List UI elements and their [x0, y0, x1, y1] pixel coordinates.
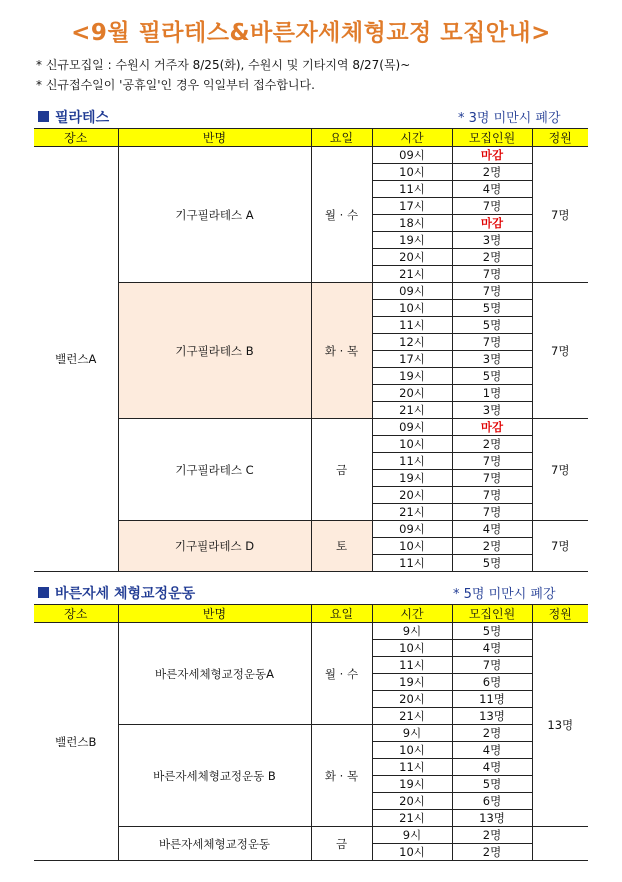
time-cell: 10시 — [372, 640, 452, 657]
closed-badge: 마감 — [452, 147, 532, 164]
time-cell: 21시 — [372, 708, 452, 725]
enrollment-cell: 3명 — [452, 402, 532, 419]
header-days: 요일 — [311, 605, 372, 623]
enrollment-cell: 5명 — [452, 317, 532, 334]
time-cell: 19시 — [372, 674, 452, 691]
header-time: 시간 — [372, 129, 452, 147]
class-name-cell: 기구필라테스 D — [118, 521, 311, 572]
enrollment-cell: 6명 — [452, 793, 532, 810]
time-cell: 19시 — [372, 232, 452, 249]
time-cell: 09시 — [372, 419, 452, 436]
time-cell: 10시 — [372, 742, 452, 759]
enrollment-cell: 4명 — [452, 759, 532, 776]
days-cell: 화 · 목 — [311, 283, 372, 419]
enrollment-cell: 7명 — [452, 470, 532, 487]
time-cell: 11시 — [372, 317, 452, 334]
time-cell: 11시 — [372, 181, 452, 198]
enrollment-cell: 4명 — [452, 181, 532, 198]
time-cell: 10시 — [372, 844, 452, 861]
enrollment-cell: 2명 — [452, 249, 532, 266]
enrollment-cell: 4명 — [452, 640, 532, 657]
enrollment-cell: 13명 — [452, 810, 532, 827]
posture-section-note: * 5명 미만시 폐강 — [453, 587, 556, 602]
class-name-cell: 바른자세체형교정운동A — [118, 623, 311, 725]
class-name-cell: 기구필라테스 A — [118, 147, 311, 283]
table-row — [34, 521, 588, 538]
pilates-section-title — [38, 107, 109, 127]
time-cell: 9시 — [372, 623, 452, 640]
time-cell: 10시 — [372, 164, 452, 181]
enrollment-cell: 7명 — [452, 266, 532, 283]
time-cell: 21시 — [372, 504, 452, 521]
place-cell: 밸런스B — [34, 623, 118, 861]
table-row — [34, 725, 588, 742]
header-enrollment: 모집인원 — [452, 129, 532, 147]
days-cell: 월 · 수 — [311, 623, 372, 725]
time-cell: 10시 — [372, 436, 452, 453]
class-name-cell: 기구필라테스 C — [118, 419, 311, 521]
time-cell: 20시 — [372, 793, 452, 810]
place-cell: 밸런스A — [34, 147, 118, 572]
capacity-cell: 7명 — [532, 147, 588, 283]
time-cell: 17시 — [372, 198, 452, 215]
posture-schedule-table — [34, 604, 588, 861]
enrollment-cell: 5명 — [452, 776, 532, 793]
enrollment-cell: 7명 — [452, 334, 532, 351]
enrollment-cell: 2명 — [452, 436, 532, 453]
time-cell: 10시 — [372, 300, 452, 317]
time-cell: 19시 — [372, 776, 452, 793]
time-cell: 11시 — [372, 759, 452, 776]
time-cell: 17시 — [372, 351, 452, 368]
time-cell: 09시 — [372, 147, 452, 164]
days-cell: 월 · 수 — [311, 147, 372, 283]
enrollment-cell: 7명 — [452, 283, 532, 300]
closed-badge: 마감 — [452, 419, 532, 436]
header-enrollment: 모집인원 — [452, 605, 532, 623]
capacity-cell: 7명 — [532, 521, 588, 572]
time-cell: 20시 — [372, 385, 452, 402]
square-bullet-icon — [38, 111, 49, 122]
table-row — [34, 419, 588, 436]
time-cell: 11시 — [372, 555, 452, 572]
time-cell: 11시 — [372, 453, 452, 470]
time-cell: 20시 — [372, 487, 452, 504]
time-cell: 21시 — [372, 266, 452, 283]
capacity-cell: 7명 — [532, 283, 588, 419]
capacity-cell: 13명 — [532, 623, 588, 827]
enrollment-cell: 2명 — [452, 538, 532, 555]
posture-section-label: 바른자세 체형교정운동 — [55, 586, 196, 602]
header-time: 시간 — [372, 605, 452, 623]
enrollment-cell: 13명 — [452, 708, 532, 725]
enrollment-cell: 4명 — [452, 742, 532, 759]
capacity-cell-empty — [532, 827, 588, 861]
days-cell: 금 — [311, 827, 372, 861]
header-capacity: 정원 — [532, 129, 588, 147]
time-cell: 9시 — [372, 725, 452, 742]
enrollment-cell: 11명 — [452, 691, 532, 708]
time-cell: 09시 — [372, 521, 452, 538]
days-cell: 화 · 목 — [311, 725, 372, 827]
notice-line-2: * 신규접수일이 '공휴일'인 경우 익일부터 접수합니다. — [36, 78, 315, 92]
enrollment-cell: 3명 — [452, 232, 532, 249]
days-cell: 토 — [311, 521, 372, 572]
notice-line-1: * 신규모집일 : 수원시 거주자 8/25(화), 수원시 및 기타지역 8/27(목)~ — [36, 58, 411, 72]
days-cell: 금 — [311, 419, 372, 521]
capacity-cell: 7명 — [532, 419, 588, 521]
class-name-cell: 바른자세체형교정운동 B — [118, 725, 311, 827]
enrollment-cell: 2명 — [452, 725, 532, 742]
time-cell: 09시 — [372, 283, 452, 300]
time-cell: 19시 — [372, 470, 452, 487]
table-row — [34, 623, 588, 640]
time-cell: 21시 — [372, 810, 452, 827]
enrollment-cell: 2명 — [452, 164, 532, 181]
header-capacity: 정원 — [532, 605, 588, 623]
enrollment-cell: 5명 — [452, 623, 532, 640]
enrollment-cell: 3명 — [452, 351, 532, 368]
enrollment-cell: 7명 — [452, 657, 532, 674]
posture-section-title — [38, 583, 195, 603]
time-cell: 20시 — [372, 249, 452, 266]
table-row — [34, 283, 588, 300]
header-class-name: 반명 — [118, 605, 311, 623]
time-cell: 9시 — [372, 827, 452, 844]
enrollment-cell: 2명 — [452, 827, 532, 844]
table-row — [34, 147, 588, 164]
table-header-row — [34, 605, 588, 623]
table-row — [34, 827, 588, 844]
pilates-schedule-table — [34, 128, 588, 572]
enrollment-cell: 5명 — [452, 555, 532, 572]
page-title: <9월 필라테스&바른자세체형교정 모집안내> — [71, 20, 551, 46]
header-place: 장소 — [34, 605, 118, 623]
class-name-cell: 기구필라테스 B — [118, 283, 311, 419]
enrollment-cell: 5명 — [452, 300, 532, 317]
pilates-section-label: 필라테스 — [55, 110, 110, 126]
enrollment-cell: 5명 — [452, 368, 532, 385]
enrollment-cell: 1명 — [452, 385, 532, 402]
class-name-cell: 바른자세체형교정운동 — [118, 827, 311, 861]
header-place: 장소 — [34, 129, 118, 147]
pilates-section-note: * 3명 미만시 폐강 — [458, 111, 561, 126]
time-cell: 11시 — [372, 657, 452, 674]
header-days: 요일 — [311, 129, 372, 147]
closed-badge: 마감 — [452, 215, 532, 232]
time-cell: 20시 — [372, 691, 452, 708]
table-header-row — [34, 129, 588, 147]
enrollment-cell: 7명 — [452, 453, 532, 470]
header-class-name: 반명 — [118, 129, 311, 147]
enrollment-cell: 2명 — [452, 844, 532, 861]
enrollment-cell: 7명 — [452, 504, 532, 521]
enrollment-cell: 6명 — [452, 674, 532, 691]
enrollment-cell: 7명 — [452, 487, 532, 504]
time-cell: 19시 — [372, 368, 452, 385]
time-cell: 21시 — [372, 402, 452, 419]
enrollment-cell: 7명 — [452, 198, 532, 215]
enrollment-cell: 4명 — [452, 521, 532, 538]
time-cell: 10시 — [372, 538, 452, 555]
time-cell: 18시 — [372, 215, 452, 232]
time-cell: 12시 — [372, 334, 452, 351]
square-bullet-icon — [38, 587, 49, 598]
